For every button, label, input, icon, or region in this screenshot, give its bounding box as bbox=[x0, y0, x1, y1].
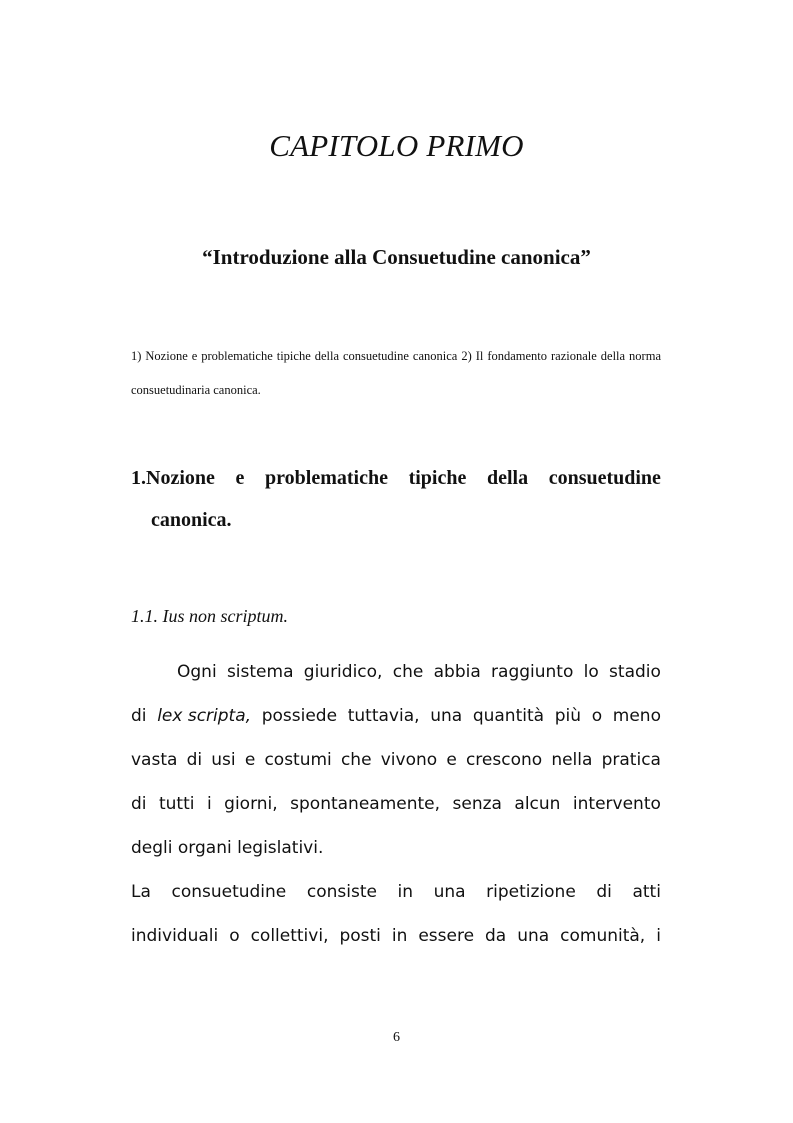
word: intervento bbox=[572, 794, 661, 814]
section-word: problematiche bbox=[265, 467, 388, 489]
paragraph-line bbox=[131, 870, 661, 914]
section-heading-line-1 bbox=[131, 452, 661, 494]
word: consiste bbox=[306, 882, 377, 902]
word: quantità bbox=[472, 706, 545, 726]
word: pratica bbox=[601, 750, 661, 770]
word: tutti bbox=[158, 794, 195, 814]
italic-term: lex scripta, bbox=[157, 706, 252, 726]
word: una bbox=[430, 706, 463, 726]
paragraph-line bbox=[131, 650, 661, 694]
body-text bbox=[131, 650, 661, 958]
word: stadio bbox=[609, 662, 661, 682]
word: che bbox=[340, 750, 372, 770]
chapter-subtitle: “Introduzione alla Consuetudine canonica” bbox=[202, 245, 591, 269]
paragraph-line bbox=[131, 914, 661, 958]
word: da bbox=[485, 926, 507, 946]
word: di bbox=[596, 882, 612, 902]
word: abbia bbox=[433, 662, 481, 682]
word: spontaneamente, bbox=[290, 794, 441, 814]
word: di bbox=[186, 750, 203, 770]
word: alcun bbox=[514, 794, 561, 814]
word: vivono bbox=[380, 750, 438, 770]
word: raggiunto bbox=[491, 662, 574, 682]
section-word: della bbox=[486, 467, 529, 489]
word: i bbox=[206, 794, 212, 814]
word: i bbox=[656, 926, 661, 946]
word: che bbox=[392, 662, 424, 682]
word: comunità, bbox=[560, 926, 646, 946]
word: una bbox=[433, 882, 466, 902]
chapter-summary: 1) Nozione e problematiche tipiche della consuetudine canonica 2) Il fondamento razionale della norma consuetudinaria canonica. bbox=[131, 349, 661, 397]
word: posti bbox=[339, 926, 381, 946]
section-word: consuetudine bbox=[548, 467, 661, 489]
section-heading bbox=[131, 452, 661, 546]
word: in bbox=[397, 882, 414, 902]
paragraph-line bbox=[131, 738, 661, 782]
word: individuali bbox=[131, 926, 219, 946]
word: tuttavia, bbox=[347, 706, 420, 726]
word: consuetudine bbox=[171, 882, 287, 902]
word: ripetizione bbox=[486, 882, 576, 902]
word: di bbox=[131, 706, 147, 726]
word: crescono bbox=[465, 750, 543, 770]
word: una bbox=[517, 926, 550, 946]
page-number: 6 bbox=[393, 1030, 400, 1045]
word: o bbox=[591, 706, 603, 726]
word: e bbox=[446, 750, 457, 770]
word: lo bbox=[583, 662, 599, 682]
word: usi bbox=[211, 750, 236, 770]
paragraph-line bbox=[131, 694, 661, 738]
paragraph-line bbox=[131, 782, 661, 826]
word: più bbox=[554, 706, 582, 726]
word: collettivi, bbox=[250, 926, 329, 946]
word: meno bbox=[612, 706, 661, 726]
word: atti bbox=[632, 882, 661, 902]
word: Ogni bbox=[177, 662, 217, 682]
subsection-title: Ius non scriptum. bbox=[162, 606, 288, 626]
word: nella bbox=[551, 750, 593, 770]
word: essere bbox=[418, 926, 475, 946]
paragraph-line bbox=[131, 826, 661, 870]
line-text: degli organi legislativi. bbox=[131, 838, 324, 858]
section-word: 1.Nozione bbox=[131, 467, 215, 489]
word: e bbox=[244, 750, 256, 770]
chapter-title: CAPITOLO PRIMO bbox=[269, 128, 524, 163]
word: sistema bbox=[226, 662, 294, 682]
word: o bbox=[229, 926, 240, 946]
word: giuridico, bbox=[303, 662, 383, 682]
subsection-heading bbox=[131, 606, 288, 627]
word: di bbox=[131, 794, 147, 814]
subsection-number: 1.1. bbox=[131, 606, 158, 626]
word: giorni, bbox=[224, 794, 278, 814]
section-word: tipiche bbox=[408, 467, 467, 489]
word: senza bbox=[452, 794, 502, 814]
section-heading-line-2: canonica. bbox=[151, 509, 232, 531]
word: La bbox=[131, 882, 151, 902]
word: possiede bbox=[261, 706, 338, 726]
word: in bbox=[391, 926, 408, 946]
section-word: e bbox=[235, 467, 245, 489]
word: vasta bbox=[131, 750, 178, 770]
word: costumi bbox=[264, 750, 332, 770]
